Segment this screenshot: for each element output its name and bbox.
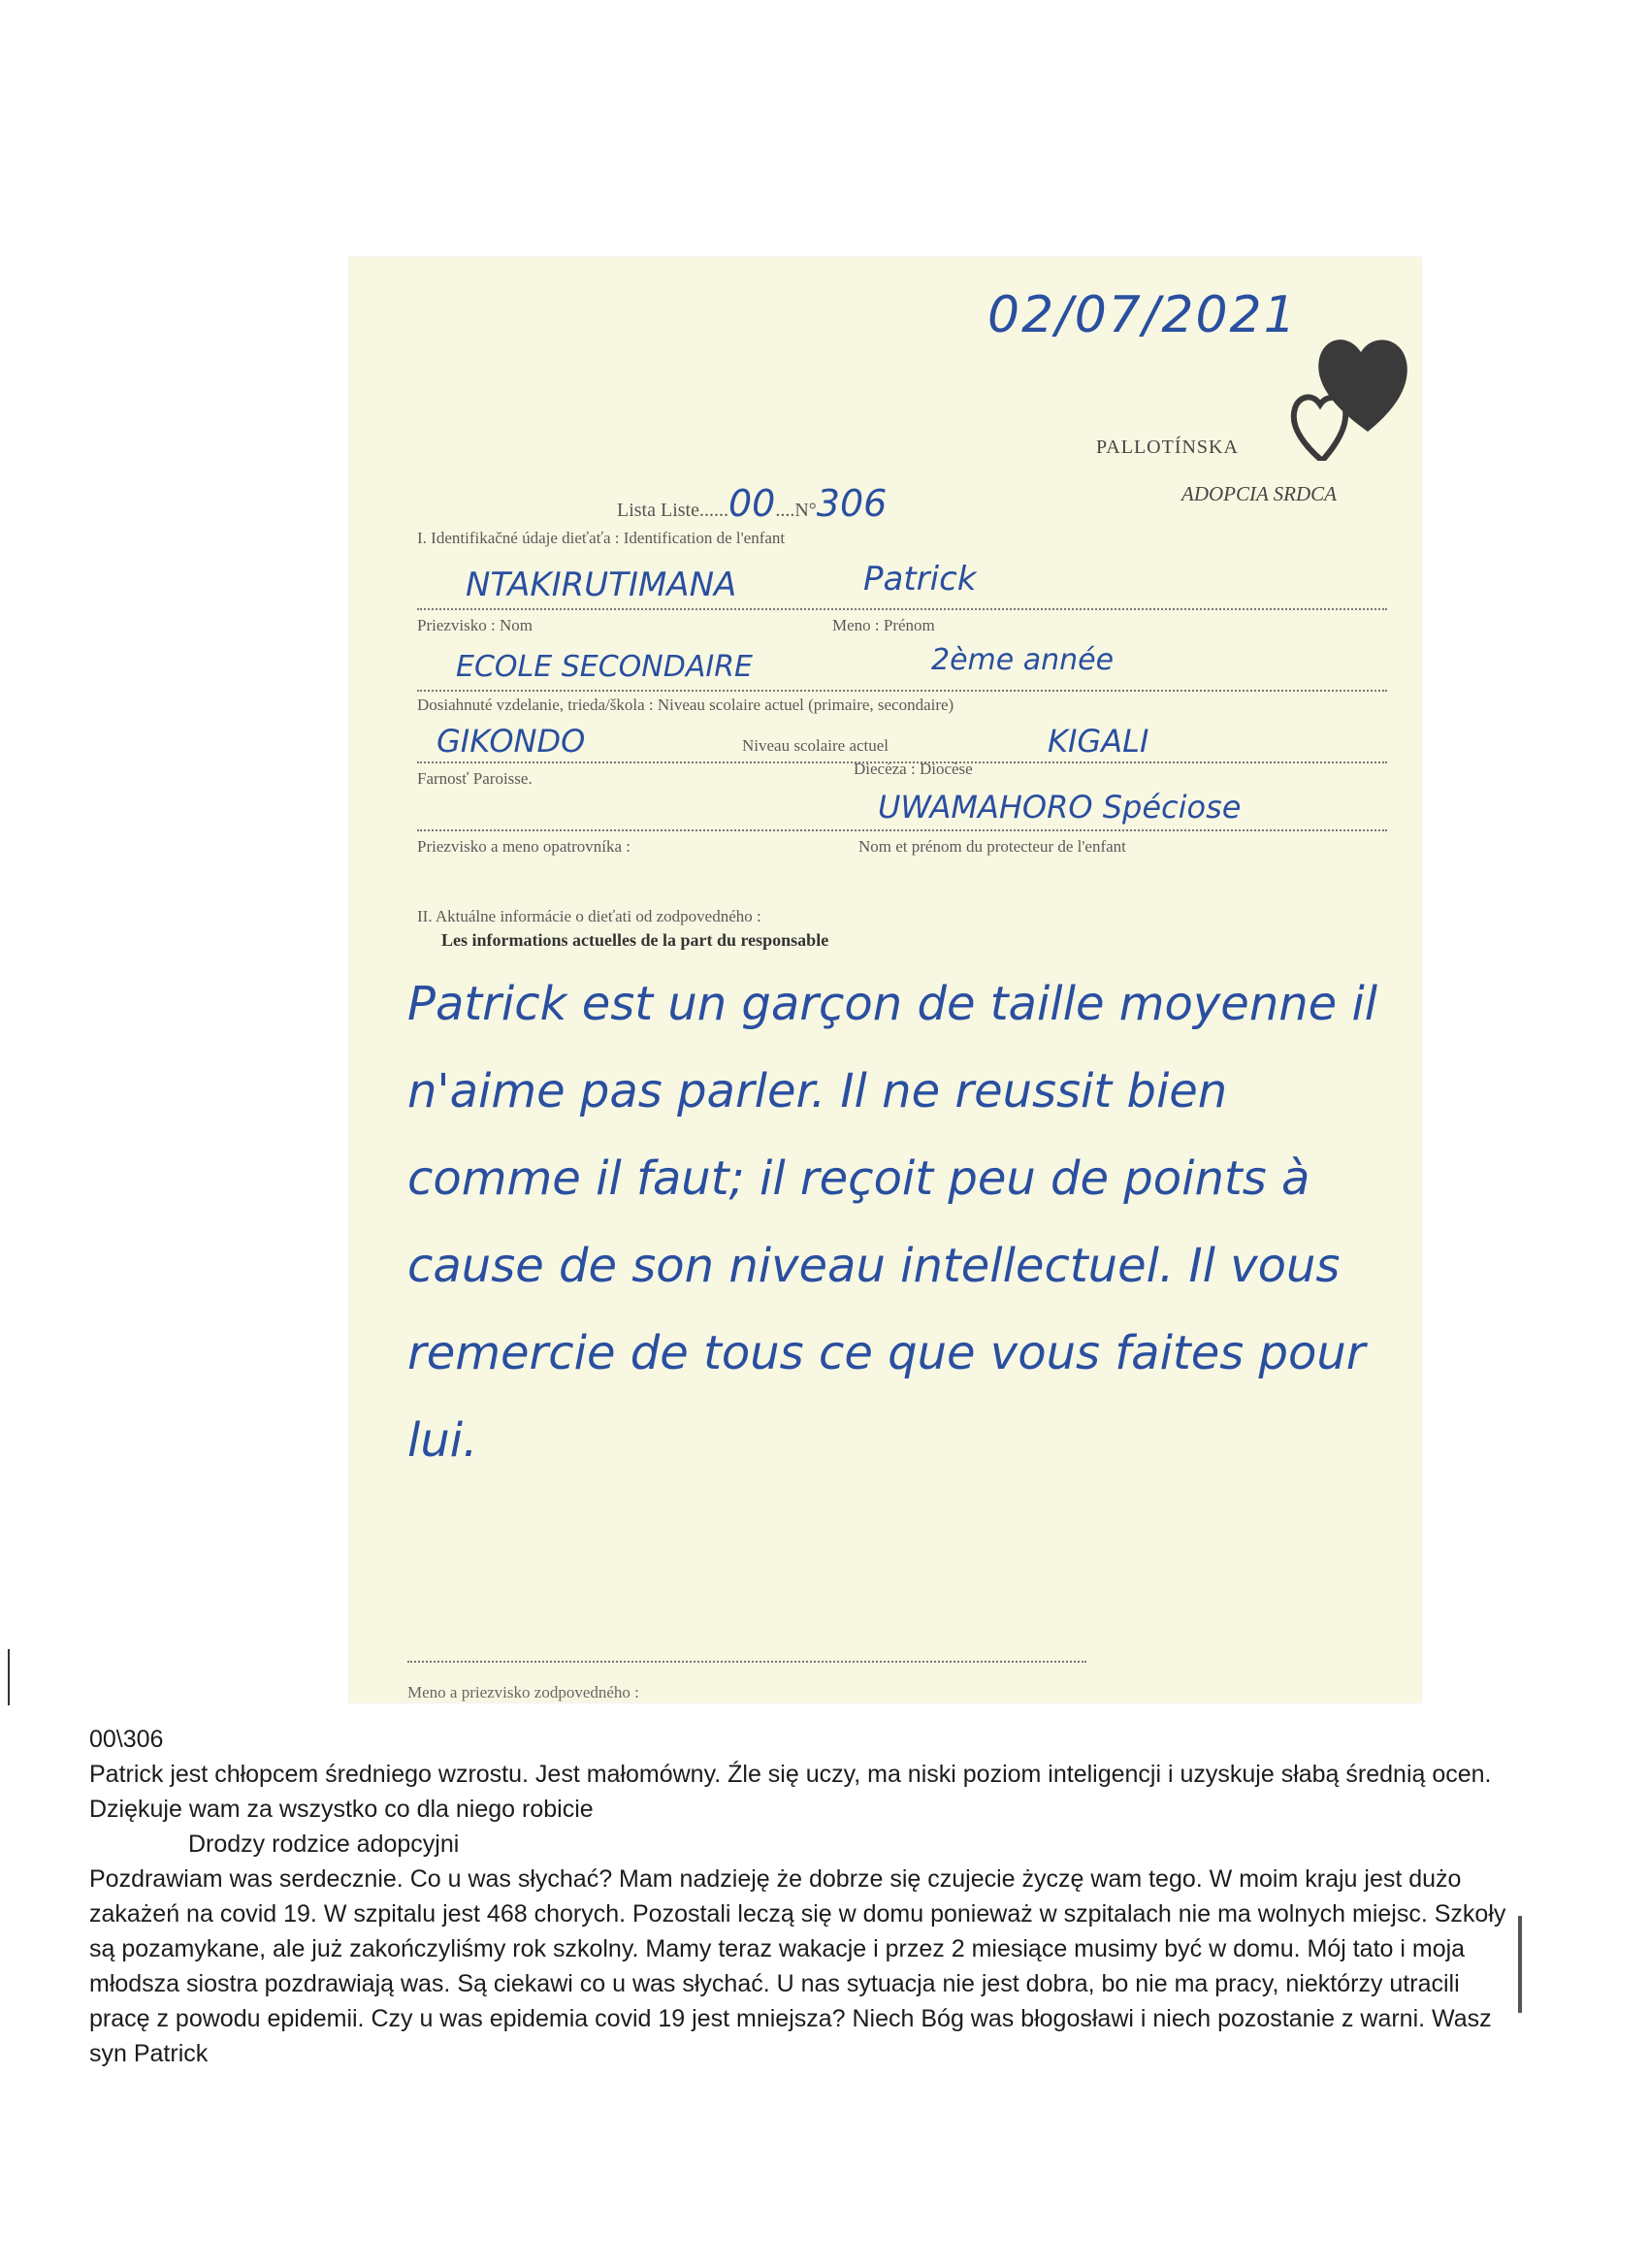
scan-artifact-bar xyxy=(1518,1916,1522,2013)
parish-mid-label: Niveau scolaire actuel xyxy=(742,736,889,755)
diocese-label: Diecéza : Diocèse xyxy=(854,760,973,778)
handwritten-report: Patrick est un garçon de taille moyenne il n'aime pas parler. Il ne reussit bien comme il faut; il reçoit peu de points à cause de son niveau intellectuel. Il vous remercie de tous ce que vous faites pour lui. xyxy=(407,977,1378,1468)
section1-label: I. Identifikačné údaje dieťaťa : Identification de l'enfant xyxy=(417,529,786,547)
section2-label: II. Aktuálne informácie o dieťati od zodpovedného : xyxy=(417,907,761,925)
protector-label-fr: Nom et prénom du protecteur de l'enfant xyxy=(858,837,1126,856)
number-label: ....N° xyxy=(775,500,817,521)
heart-logo-icon xyxy=(1276,315,1421,461)
responsible-name-label: Meno a priezvisko zodpovedného : xyxy=(407,1683,639,1701)
translation-ref: 00\306 xyxy=(89,1726,164,1753)
org-subtitle: ADOPCIA SRDCA xyxy=(1181,482,1338,505)
lista-label: Lista Liste...... xyxy=(617,500,728,521)
school-value: ECOLE SECONDAIRE xyxy=(456,650,753,684)
dotted-line xyxy=(417,829,1387,831)
dotted-line xyxy=(417,690,1387,692)
surname-value: NTAKIRUTIMANA xyxy=(466,566,737,604)
parish-value: GIKONDO xyxy=(436,723,586,760)
firstname-value: Patrick xyxy=(863,560,977,599)
dotted-line xyxy=(407,1661,1086,1663)
parish-label: Farnosť Paroisse. xyxy=(417,769,533,788)
translation-letter: Pozdrawiam was serdecznie. Co u was słychać? Mam nadzieję że dobrze się czujecie życzę wam tego. W moim kraju jest dużo zakażeń na covid 19. W szpitalu jest 468 chorych. Pozostali leczą się w domu ponieważ w szpitalach nie ma wolnych miejsc. Szkoły są pozamykane, ale już zakończyliśmy rok szkolny. Mamy teraz wakacje i przez 2 miesiące musimy być w domu. Mój tato i moja młodsza siostra pozdrawiają was. Są ciekawi co u was słychać. U nas sytuacja nie jest dobra, bo nie ma pracy, niektórzy utracili pracę z powodu epidemii. Czy u was epidemia covid 19 jest mniejsza? Niech Bóg was błogosławi i niech pozostanie z warni. Wasz syn Patrick xyxy=(89,1865,1506,2067)
grade-value: 2ème année xyxy=(931,643,1115,677)
handwritten-date: 02/07/2021 xyxy=(987,286,1298,344)
protector-label-sk: Priezvisko a meno opatrovníka : xyxy=(417,837,631,856)
diocese-value: KIGALI xyxy=(1048,723,1149,760)
translation-greeting: Drodzy rodzice adopcyjni xyxy=(188,1831,460,1858)
school-label: Dosiahnuté vzdelanie, trieda/škola : Niveau scolaire actuel (primaire, secondaire) xyxy=(417,696,954,714)
lista-value: 00 xyxy=(728,482,776,525)
protector-value: UWAMAHORO Spéciose xyxy=(878,789,1242,826)
polish-translation xyxy=(89,1722,1525,2071)
number-value: 306 xyxy=(816,482,888,525)
dotted-line xyxy=(417,608,1387,610)
surname-label: Priezvisko : Nom xyxy=(417,616,533,634)
sponsorship-form xyxy=(349,257,1421,1702)
org-name: PALLOTÍNSKA xyxy=(1096,437,1239,458)
section2-label-fr: Les informations actuelles de la part du responsable xyxy=(441,930,829,950)
translation-summary: Patrick jest chłopcem średniego wzrostu. Jest małomówny. Źle się uczy, ma niski poziom inteligencji i uzyskuje słabą średnią ocen. Dziękuje wam za wszystko co dla niego robicie xyxy=(89,1761,1492,1823)
scan-edge-line xyxy=(8,1649,10,1705)
firstname-label: Meno : Prénom xyxy=(832,616,935,634)
lista-field xyxy=(617,482,887,525)
